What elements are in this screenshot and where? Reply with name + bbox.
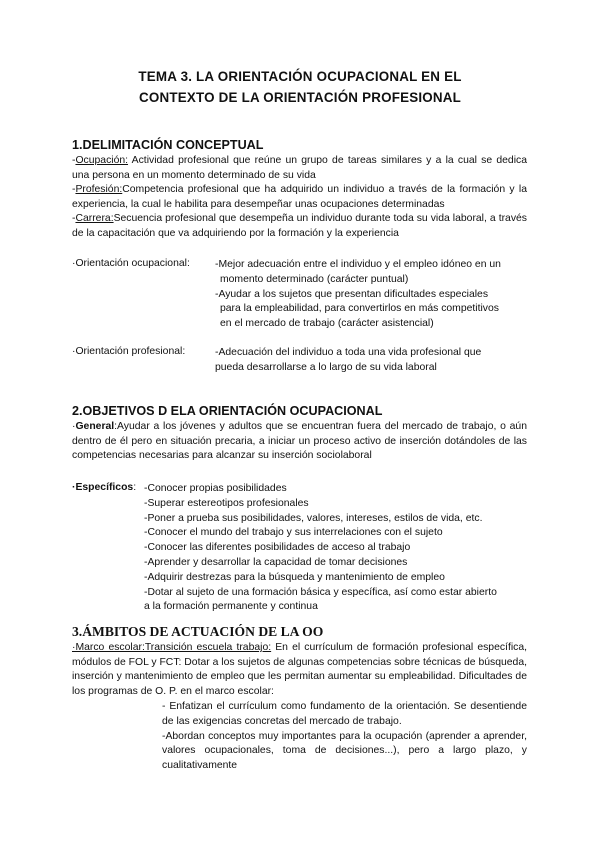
def-term: Ocupación: [75, 155, 129, 166]
section-1-heading: 1.DELIMITACIÓN CONCEPTUAL [72, 138, 264, 152]
oo-label: ·Orientación ocupacional: [72, 258, 190, 269]
op-label: ·Orientación profesional: [72, 346, 186, 357]
op-description [215, 346, 535, 376]
def-prefix: - [72, 213, 76, 225]
oo-line: en el mercado de trabajo (carácter asistencial) [220, 318, 434, 330]
list-item: - Enfatizan el currículum como fundamento de la orientación. Se desentiende de las exigencias concretas del mercado de trabajo. [162, 701, 527, 727]
def-term: Carrera: [75, 213, 114, 225]
specific-objectives-list [144, 482, 534, 615]
list-item: -Conocer propias posibilidades [144, 483, 287, 494]
list-item: -Conocer las diferentes posibilidades de acceso al trabajo [144, 542, 411, 554]
specific-objectives-label [72, 482, 136, 493]
espec-colon: : [133, 482, 137, 493]
oo-line: -Ayudar a los sujetos que presentan dificultades especiales [215, 288, 489, 300]
list-item: -Dotar al sujeto de una formación básica y específica, así como estar abierto [144, 586, 497, 598]
definitions-block [72, 154, 527, 242]
title-line-1: TEMA 3. LA ORIENTACIÓN OCUPACIONAL EN EL [138, 69, 462, 84]
general-prefix: · [72, 421, 76, 432]
list-item: -Aprender y desarrollar la capacidad de tomar decisiones [144, 556, 408, 568]
ambito-text: En el currículum de formación profesional específica, módulos de FOL y FCT: Dotar a los sujetos de algunas competencias sobre técnicas de búsqueda, inserción y mantenimiento de empleo que les permitan aumentar su empleabilidad. Dificultades de los programas de O. P. en el marco escolar: [72, 642, 528, 697]
list-item: -Abordan conceptos muy importantes para la ocupación (aprender a aprender, valores ocupacionales, toma de decisiones...), pero a largo plazo, y cualitativamente [162, 730, 527, 772]
page-title [0, 66, 600, 108]
oo-line: momento determinado (carácter puntual) [220, 273, 409, 285]
general-objective [72, 420, 527, 464]
definition-carrera [72, 212, 527, 241]
list-item: a la formación permanente y continua [144, 601, 318, 613]
general-text: :Ayudar a los jóvenes y adultos que se encuentran fuera del mercado de trabajo, o aún dentro de él pero en situación precaria, a iniciar un proceso activo de inserción dotándoles de las competencias necesarias para alcanzar su inserción sociolaboral [72, 421, 527, 462]
section-2-heading: 2.OBJETIVOS D ELA ORIENTACIÓN OCUPACIONAL [72, 404, 383, 418]
list-item: -Conocer el mundo del trabajo y sus interrelaciones con el sujeto [144, 527, 443, 539]
op-line: pueda desarrollarse a lo largo de su vida laboral [215, 361, 437, 373]
definition-ocupacion [72, 154, 527, 183]
def-prefix: - [72, 155, 76, 166]
difficulties-list [162, 700, 527, 774]
definition-profesion [72, 183, 527, 212]
def-text: Secuencia profesional que desempeña un individuo durante toda su vida laboral, a través de la capacitación que va adquiriendo por la formación y la experiencia [72, 213, 527, 239]
op-line: -Adecuación del individuo a toda una vida profesional que [215, 347, 482, 358]
list-item: -Adquirir destrezas para la búsqueda y mantenimiento de empleo [144, 571, 445, 583]
espec-label-text: ·Específicos [72, 482, 134, 493]
def-text: Actividad profesional que reúne un grupo de tareas similares y a la cual se dedica una persona en un momento determinado de su vida [72, 155, 527, 181]
ambito-marco-escolar [72, 641, 527, 699]
oo-line: -Mejor adecuación entre el individuo y el empleo idóneo en un [215, 259, 501, 270]
general-label: General [75, 421, 115, 432]
ambito-term: ·Marco escolar:Transición escuela trabajo: [72, 642, 272, 653]
def-prefix: - [72, 184, 76, 196]
oo-description [215, 258, 535, 332]
list-item: -Poner a prueba sus posibilidades, valores, intereses, estilos de vida, etc. [144, 512, 483, 524]
def-term: Profesión: [75, 184, 123, 196]
section-3-heading: 3.ÁMBITOS DE ACTUACIÓN DE LA OO [72, 624, 324, 639]
def-text: Competencia profesional que ha adquirido un individuo a través de la formación y la experiencia, la cual le habilita para desempeñar unas ocupaciones determinadas [72, 184, 527, 210]
oo-line: para la empleabilidad, para convertirlos en más competitivos [220, 303, 499, 315]
title-line-2: CONTEXTO DE LA ORIENTACIÓN PROFESIONAL [138, 90, 462, 105]
list-item: -Superar estereotipos profesionales [144, 497, 309, 509]
